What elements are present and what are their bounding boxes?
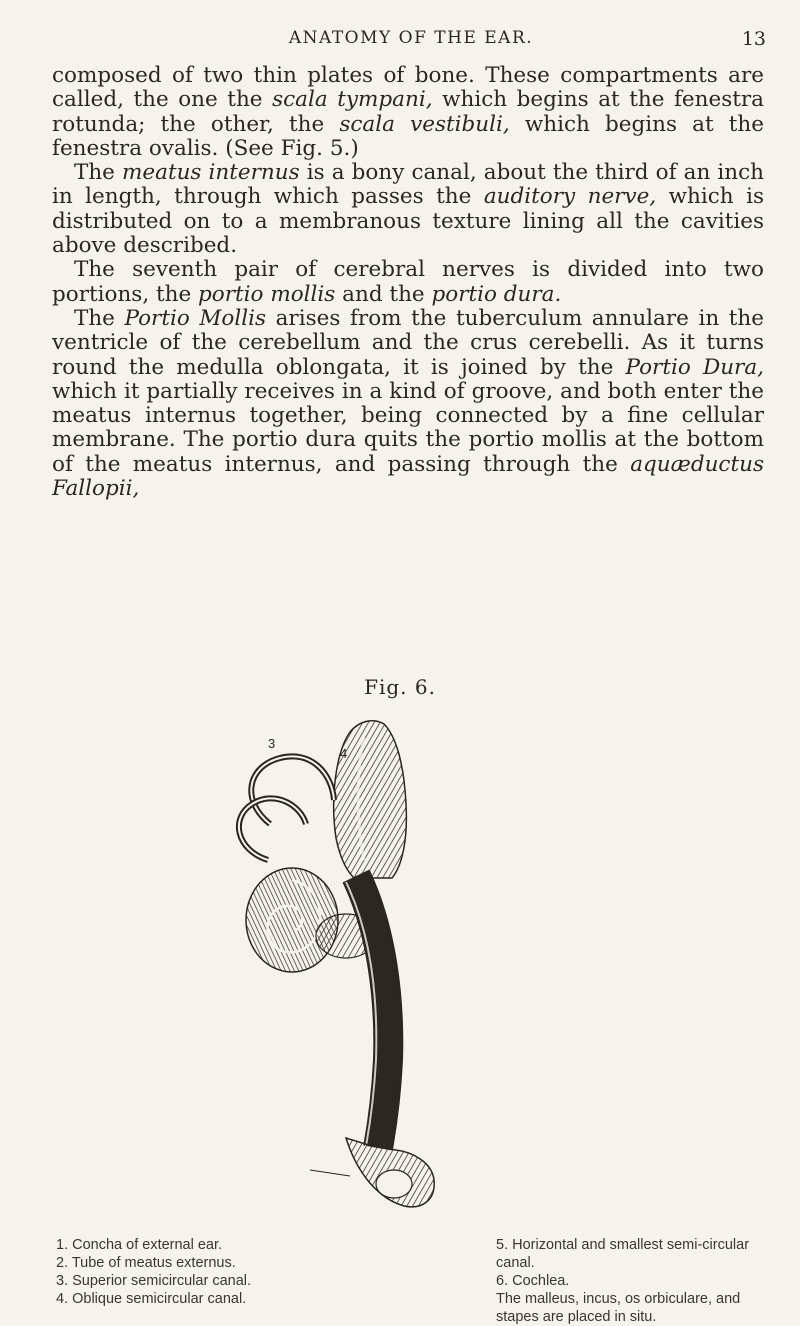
italic-term: portio mollis	[198, 281, 336, 307]
text-run: The	[74, 305, 125, 331]
body-text	[52, 64, 764, 501]
italic-term: scala vestibuli,	[339, 111, 510, 137]
text-run: and the	[335, 281, 432, 307]
body-paragraph	[52, 161, 764, 258]
svg-text:3: 3	[268, 736, 276, 751]
body-paragraph	[52, 258, 764, 307]
running-head	[56, 28, 766, 58]
italic-term: meatus internus	[122, 160, 300, 186]
page-number: 13	[741, 28, 766, 50]
text-run: The seventh pair of cerebral nerves is divided into two portions, the	[52, 257, 764, 307]
tympanic-end	[310, 1138, 434, 1207]
text-run: which is distributed on to a membranous texture lining all the cavities above described.	[52, 184, 765, 259]
legend-right-column	[496, 1236, 786, 1326]
semicircular-canals	[239, 736, 347, 860]
italic-term: portio dura.	[431, 281, 562, 307]
figure-legend	[0, 1236, 800, 1325]
legend-item: 4. Oblique semicircular canal.	[56, 1291, 247, 1307]
legend-item: 3. Superior semicircular canal.	[56, 1273, 252, 1289]
body-paragraph	[52, 307, 764, 501]
body-paragraph	[52, 64, 764, 161]
text-run: which begins at the fenestra ovalis. (See Fig. 5.)	[52, 111, 764, 161]
legend-item: 1. Concha of external ear.	[56, 1237, 223, 1253]
italic-term: Portio Dura,	[625, 354, 764, 380]
running-title: ANATOMY OF THE EAR.	[288, 28, 534, 48]
text-run: is a bony canal, about the third of an inch in length, through which passes the	[52, 160, 765, 210]
text-run: which begins at the fenestra rotunda; the other, the	[52, 87, 764, 137]
italic-term: auditory nerve,	[483, 184, 657, 210]
italic-term: Portio Mollis	[124, 305, 267, 331]
italic-term: scala tympani,	[272, 87, 433, 113]
text-run: arises from the tuberculum annulare in the ventricle of the cerebellum and the crus cerebelli. As it turns round the medulla oblongata, it is joined by the	[52, 305, 764, 380]
text-run: which it partially receives in a kind of groove, and both enter the meatus internus together, being connected by a fine cellular membrane. The portio dura quits the portio mollis at the bottom of the meatus internus, and passing through the	[52, 378, 764, 477]
legend-item: 2. Tube of meatus externus.	[56, 1255, 236, 1271]
legend-item: 6. Cochlea.	[496, 1273, 570, 1289]
italic-term: aquæductus Fallopii,	[52, 451, 764, 502]
ear-anatomy-figure	[150, 700, 650, 1240]
figure-caption: Fig. 6.	[364, 675, 436, 699]
svg-text:4: 4	[340, 746, 348, 761]
legend-left-column	[56, 1236, 366, 1308]
text-run: composed of two thin plates of bone. These compartments are called, the one the	[52, 63, 764, 113]
legend-item: 5. Horizontal and smallest semi-circular canal.	[496, 1237, 750, 1271]
legend-item: The malleus, incus, os orbiculare, and stapes are placed in situ.	[496, 1291, 741, 1325]
concha-shape	[334, 721, 407, 878]
text-run: The	[74, 160, 123, 186]
